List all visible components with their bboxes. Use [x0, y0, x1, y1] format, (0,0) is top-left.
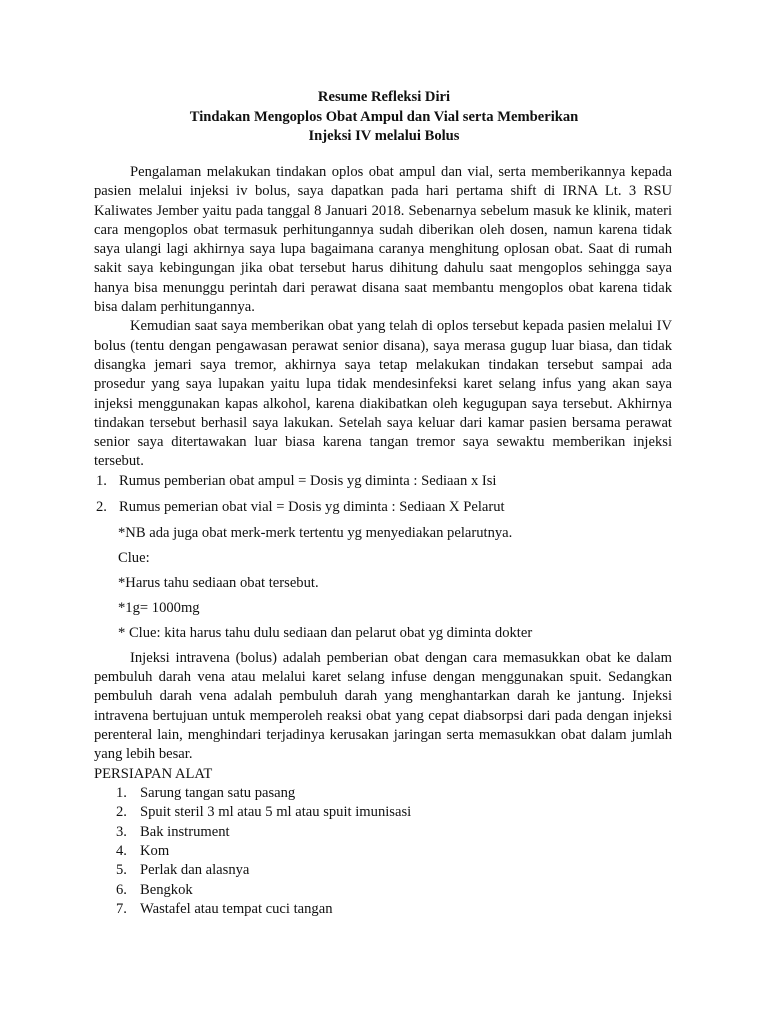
title-line-3: Injeksi IV melalui Bolus [308, 128, 460, 144]
note-nb: *NB ada juga obat merk-merk tertentu yg menyediakan pelarutnya. [118, 524, 513, 541]
list-text: Bengkok [140, 881, 193, 898]
list-item [94, 861, 672, 880]
rumus-text: Rumus pemerian obat vial = Dosis yg diminta : Sediaan X Pelarut [119, 498, 505, 515]
note-clue-dokter: * Clue: kita harus tahu dulu sediaan dan pelarut obat yg diminta dokter [118, 624, 533, 641]
list-text: Wastafel atau tempat cuci tangan [140, 901, 333, 918]
list-text: Bak instrument [140, 823, 230, 840]
paragraph-injeksi-intravena: Injeksi intravena (bolus) adalah pemberian obat dengan cara memasukkan obat ke dalam pembuluh darah vena atau melalui karet selang infuse dengan menggunakan spuit. Sedangkan pembuluh darah vena adalah pembuluh darah yang menghantarkan darah ke jantung. Injeksi intravena bertujuan untuk memperoleh reaksi obat yang cepat diabsorpsi dari pada dengan injeksi perenteral lain, menghindari terjadinya kerusakan jaringan serta memasukkan obat dalam jumlah yang lebih besar. [94, 649, 672, 763]
rumus-number: 2. [96, 498, 107, 515]
list-text: Spuit steril 3 ml atau 5 ml atau spuit imunisasi [140, 804, 412, 821]
list-number: 3. [116, 823, 127, 840]
list-item [94, 823, 672, 842]
document-body [94, 163, 672, 920]
rumus-number: 1. [96, 472, 107, 489]
note-gram: *1g= 1000mg [118, 599, 200, 616]
persiapan-heading: PERSIAPAN ALAT [94, 765, 213, 782]
paragraph-kemudian: Kemudian saat saya memberikan obat yang telah di oplos tersebut kepada pasien melalui IV bolus (tentu dengan pengawasan perawat senior disana), saya merasa gugup luar biasa, dan tidak disangka jemari saya tremor, akhirnya saya tetap melakukan tindakan tersebut sampai ada prosedur yang saya lupakan yaitu lupa tidak mendesinfeksi karet selang infus yang akan saya injeksi menggunakan kapas alkohol, karena diakibatkan oleh kegugupan saya tersebut. Akhirnya tindakan tersebut berhasil saya lakukan. Setelah saya keluar dari kamar pasien bersama perawat senior saya ditertawakan luar biasa karena tangan tremor saya sewaktu memberikan injeksi tersebut. [94, 318, 672, 470]
document-title [0, 88, 768, 147]
list-item [94, 881, 672, 900]
list-number: 1. [116, 784, 127, 801]
list-text: Perlak dan alasnya [140, 862, 250, 879]
list-item [94, 842, 672, 861]
rumus-item-2 [94, 498, 672, 524]
list-number: 2. [116, 804, 127, 821]
list-number: 6. [116, 881, 127, 898]
persiapan-list [94, 784, 672, 920]
list-item [94, 803, 672, 822]
note-clue-label: Clue: [118, 549, 150, 566]
list-text: Sarung tangan satu pasang [140, 784, 296, 801]
rumus-item-1 [94, 472, 672, 498]
rumus-text: Rumus pemberian obat ampul = Dosis yg diminta : Sediaan x Isi [119, 472, 497, 489]
title-line-1: Resume Refleksi Diri [317, 89, 451, 105]
list-item [94, 784, 672, 803]
list-text: Kom [140, 843, 170, 859]
paragraph-pengalaman: Pengalaman melakukan tindakan oplos obat ampul dan vial, serta memberikannya kepada pasien melalui injeksi iv bolus, saya dapatkan pada hari pertama shift di IRNA Lt. 3 RSU Kaliwates Jember yaitu pada tanggal 8 Januari 2018. Sebenarnya sebelum masuk ke klinik, materi cara mengoplos obat termasuk perhitungannya sudah diberikan oleh dosen, namun karena tidak saya ulangi lagi akhirnya saya lupa bagaimana caranya menghitung oplosan obat. Saat di rumah sakit saya kebingungan jika obat tersebut harus dihitung dahulu saat mengoplos sehingga saya hanya bisa menunggu perintah dari perawat disana saat membantu mengoplos obat karena tidak bisa dalam perhitungannya. [94, 164, 672, 316]
list-number: 7. [116, 901, 127, 918]
list-number: 5. [116, 862, 127, 879]
list-number: 4. [116, 843, 127, 859]
note-harus-tahu: *Harus tahu sediaan obat tersebut. [118, 574, 319, 591]
title-line-2: Tindakan Mengoplos Obat Ampul dan Vial serta Memberikan [189, 108, 579, 125]
list-item [94, 900, 672, 919]
